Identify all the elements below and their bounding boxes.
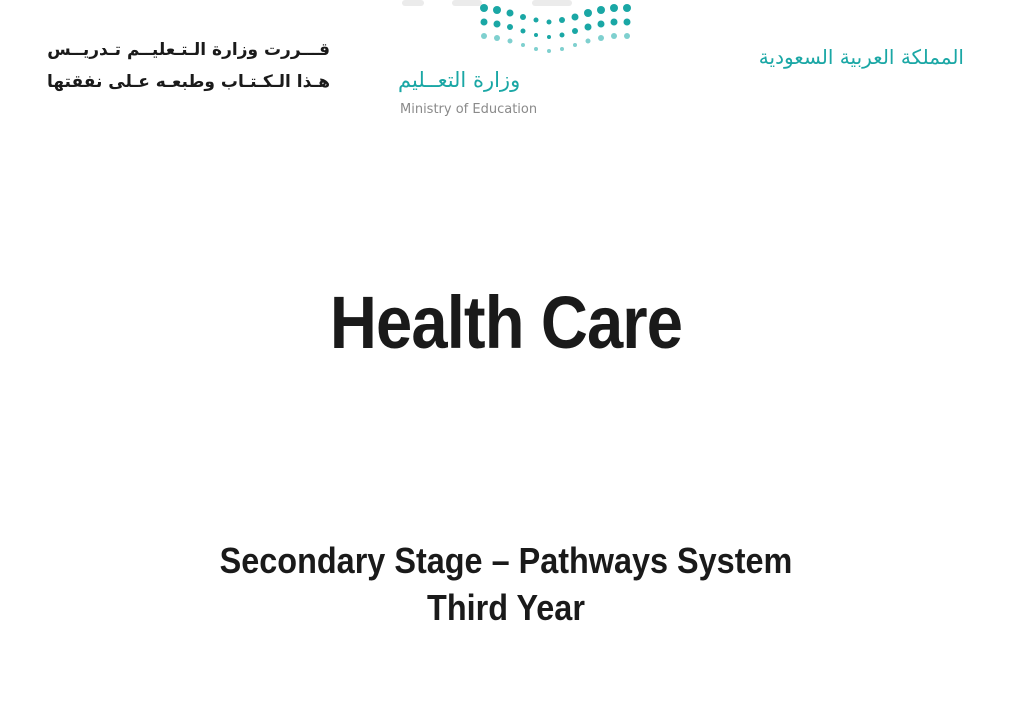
- ministry-approval-statement: [40, 34, 330, 98]
- statement-line-1: قـــررت وزارة الـتـعليــم تـدريــس: [47, 40, 330, 60]
- book-subtitle-stage: Secondary Stage – Pathways System: [219, 540, 793, 581]
- ministry-logo-dots-icon: [392, 0, 642, 70]
- kingdom-name: المملكة العربية السعودية: [758, 45, 964, 69]
- ministry-logo: [392, 0, 642, 130]
- book-title: Health Care: [329, 281, 683, 364]
- ministry-name-arabic: وزارة التعــليم: [398, 68, 521, 92]
- book-subtitle-year: Third Year: [427, 587, 585, 628]
- statement-line-2: هـذا الـكـتـاب وطبعـه عـلى نفقتها: [46, 72, 330, 92]
- ministry-name-english: Ministry of Education: [400, 102, 538, 117]
